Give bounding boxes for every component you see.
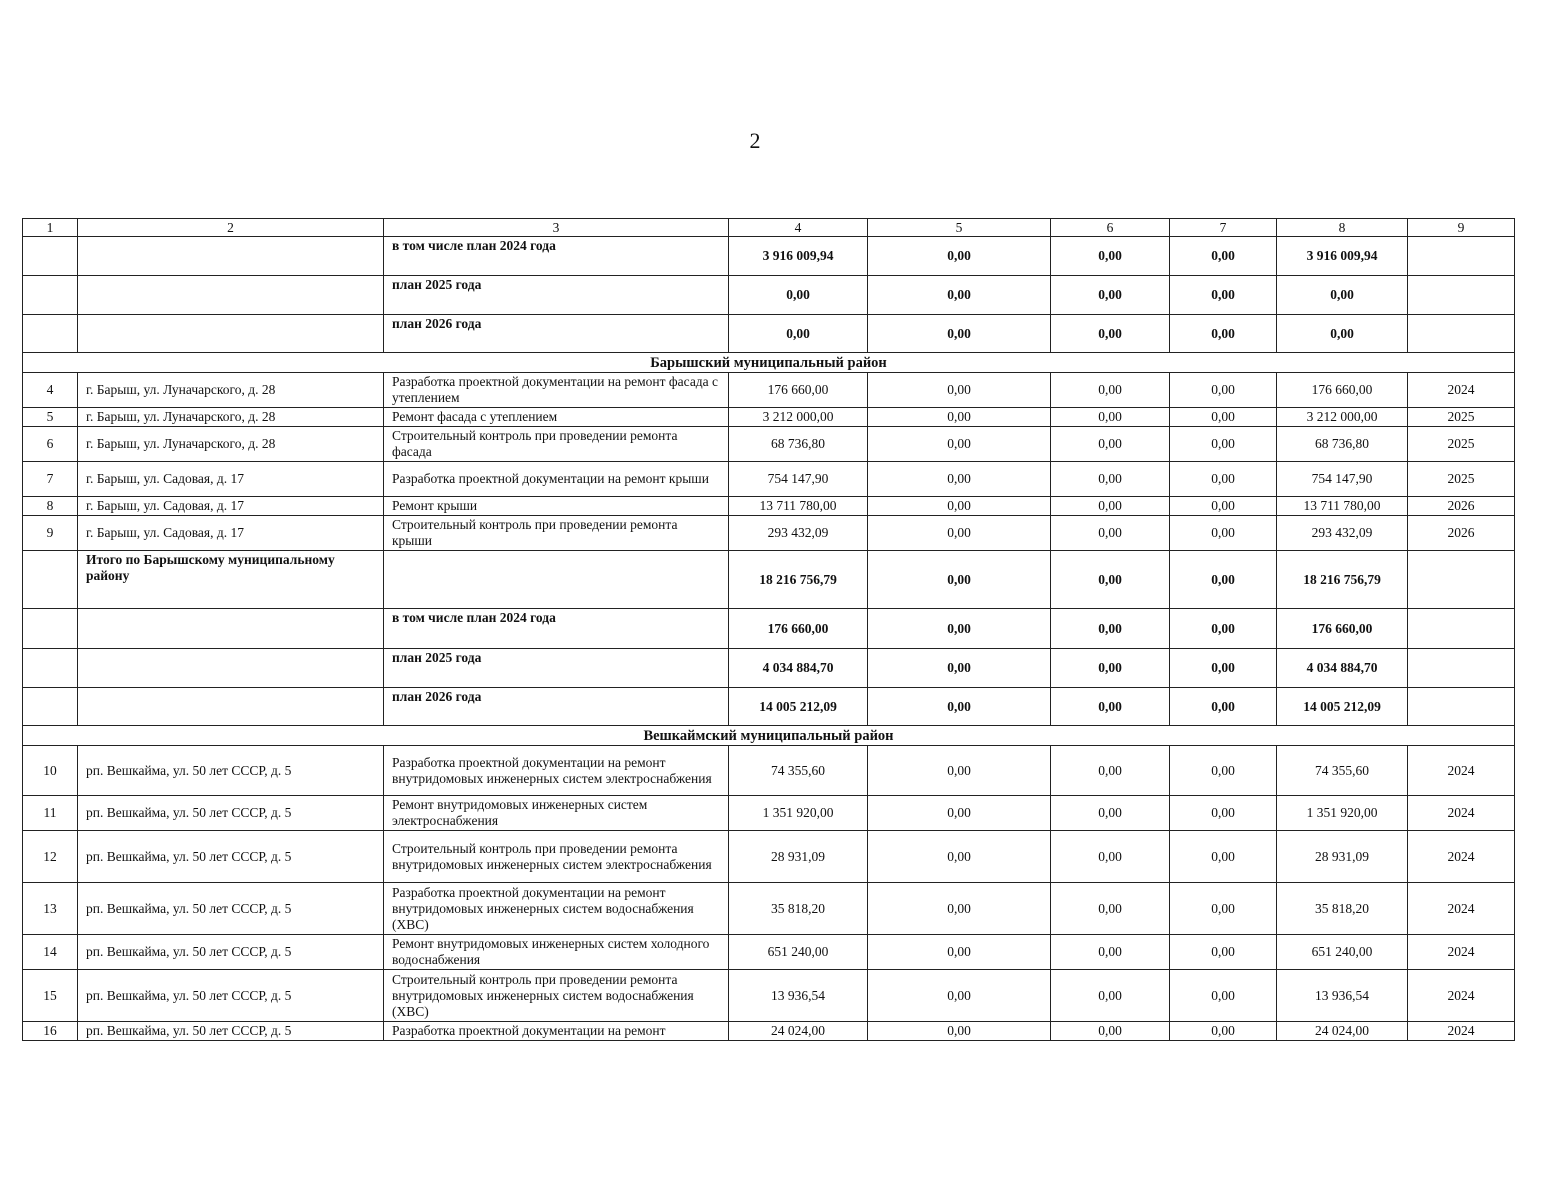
plan-year-row xyxy=(23,237,1515,276)
address-cell: г. Барыш, ул. Луначарского, д. 28 xyxy=(78,408,384,427)
amount-cell: 0,00 xyxy=(1170,408,1277,427)
header-cell: 3 xyxy=(384,219,729,237)
amount-cell: 0,00 xyxy=(1170,609,1277,649)
amount-cell: 0,00 xyxy=(868,427,1051,462)
header-cell: 6 xyxy=(1051,219,1170,237)
amount-cell: 4 034 884,70 xyxy=(729,649,868,688)
amount-cell: 0,00 xyxy=(868,831,1051,883)
amount-cell: 0,00 xyxy=(1051,373,1170,408)
header-cell: 5 xyxy=(868,219,1051,237)
year-cell xyxy=(1408,551,1515,609)
plan-year-row xyxy=(23,688,1515,726)
amount-cell: 0,00 xyxy=(868,237,1051,276)
year-cell: 2024 xyxy=(1408,831,1515,883)
header-cell: 7 xyxy=(1170,219,1277,237)
plan-label: план 2026 года xyxy=(384,315,729,353)
table-row xyxy=(23,1022,1515,1041)
amount-cell: 3 916 009,94 xyxy=(729,237,868,276)
plan-year-row xyxy=(23,315,1515,353)
header-cell: 4 xyxy=(729,219,868,237)
district-header-row xyxy=(23,353,1515,373)
header-cell: 1 xyxy=(23,219,78,237)
plan-label: в том числе план 2024 года xyxy=(384,609,729,649)
amount-cell: 754 147,90 xyxy=(1277,462,1408,497)
amount-cell: 0,00 xyxy=(1051,796,1170,831)
address-cell: рп. Вешкайма, ул. 50 лет СССР, д. 5 xyxy=(78,746,384,796)
address-cell: г. Барыш, ул. Садовая, д. 17 xyxy=(78,462,384,497)
work-type-cell: Ремонт внутридомовых инженерных систем электроснабжения xyxy=(384,796,729,831)
amount-cell: 68 736,80 xyxy=(729,427,868,462)
plan-label: план 2025 года xyxy=(384,649,729,688)
year-cell: 2026 xyxy=(1408,516,1515,551)
row-number: 15 xyxy=(23,970,78,1022)
amount-cell: 3 212 000,00 xyxy=(1277,408,1408,427)
amount-cell: 0,00 xyxy=(868,796,1051,831)
row-number: 16 xyxy=(23,1022,78,1041)
amount-cell: 0,00 xyxy=(868,462,1051,497)
row-number: 10 xyxy=(23,746,78,796)
work-type-cell: Разработка проектной документации на ремонт внутридомовых инженерных систем водоснабжения (ХВС) xyxy=(384,883,729,935)
row-number: 7 xyxy=(23,462,78,497)
amount-cell: 0,00 xyxy=(1170,516,1277,551)
amount-cell: 0,00 xyxy=(1051,746,1170,796)
row-number: 11 xyxy=(23,796,78,831)
total-label: Итого по Барышскому муниципальному району xyxy=(78,551,384,609)
address-cell: рп. Вешкайма, ул. 50 лет СССР, д. 5 xyxy=(78,883,384,935)
amount-cell: 0,00 xyxy=(1051,462,1170,497)
year-cell xyxy=(1408,688,1515,726)
year-cell: 2025 xyxy=(1408,427,1515,462)
amount-cell: 0,00 xyxy=(1170,551,1277,609)
year-cell: 2024 xyxy=(1408,796,1515,831)
row-number xyxy=(23,551,78,609)
address-cell: рп. Вешкайма, ул. 50 лет СССР, д. 5 xyxy=(78,796,384,831)
row-number: 4 xyxy=(23,373,78,408)
amount-cell: 0,00 xyxy=(1051,551,1170,609)
address-cell: рп. Вешкайма, ул. 50 лет СССР, д. 5 xyxy=(78,1022,384,1041)
district-total-row xyxy=(23,551,1515,609)
amount-cell: 0,00 xyxy=(1277,276,1408,315)
page-number: 2 xyxy=(749,128,761,153)
work-type-cell: Разработка проектной документации на ремонт внутридомовых инженерных систем электроснабжения xyxy=(384,746,729,796)
year-cell: 2024 xyxy=(1408,970,1515,1022)
table-row xyxy=(23,462,1515,497)
work-type-cell: Ремонт крыши xyxy=(384,497,729,516)
table-row xyxy=(23,497,1515,516)
amount-cell: 0,00 xyxy=(1170,688,1277,726)
amount-cell: 0,00 xyxy=(1170,649,1277,688)
table-row xyxy=(23,408,1515,427)
row-number: 14 xyxy=(23,935,78,970)
amount-cell: 0,00 xyxy=(1170,237,1277,276)
plan-year-row xyxy=(23,276,1515,315)
empty-cell xyxy=(78,649,384,688)
amount-cell: 35 818,20 xyxy=(1277,883,1408,935)
header-cell: 8 xyxy=(1277,219,1408,237)
address-cell: г. Барыш, ул. Садовая, д. 17 xyxy=(78,516,384,551)
amount-cell: 0,00 xyxy=(868,970,1051,1022)
amount-cell: 0,00 xyxy=(1170,462,1277,497)
table-row xyxy=(23,883,1515,935)
amount-cell: 13 711 780,00 xyxy=(1277,497,1408,516)
amount-cell: 0,00 xyxy=(868,276,1051,315)
address-cell: г. Барыш, ул. Садовая, д. 17 xyxy=(78,497,384,516)
address-cell: г. Барыш, ул. Луначарского, д. 28 xyxy=(78,427,384,462)
year-cell xyxy=(1408,315,1515,353)
amount-cell: 28 931,09 xyxy=(729,831,868,883)
table-row xyxy=(23,746,1515,796)
amount-cell: 0,00 xyxy=(868,746,1051,796)
row-number xyxy=(23,609,78,649)
amount-cell: 0,00 xyxy=(1170,883,1277,935)
amount-cell: 1 351 920,00 xyxy=(729,796,868,831)
amount-cell: 0,00 xyxy=(868,883,1051,935)
row-number: 9 xyxy=(23,516,78,551)
year-cell xyxy=(1408,276,1515,315)
amount-cell: 0,00 xyxy=(1051,276,1170,315)
district-title: Вешкаймский муниципальный район xyxy=(23,726,1515,746)
amount-cell: 0,00 xyxy=(1051,970,1170,1022)
row-number xyxy=(23,276,78,315)
amount-cell: 0,00 xyxy=(1051,315,1170,353)
amount-cell: 176 660,00 xyxy=(1277,373,1408,408)
district-title: Барышский муниципальный район xyxy=(23,353,1515,373)
table-row xyxy=(23,970,1515,1022)
amount-cell: 0,00 xyxy=(1170,373,1277,408)
year-cell: 2024 xyxy=(1408,746,1515,796)
amount-cell: 3 916 009,94 xyxy=(1277,237,1408,276)
amount-cell: 13 936,54 xyxy=(729,970,868,1022)
column-number-row xyxy=(23,219,1515,237)
year-cell: 2024 xyxy=(1408,935,1515,970)
empty-cell xyxy=(78,315,384,353)
row-number: 6 xyxy=(23,427,78,462)
amount-cell: 0,00 xyxy=(868,935,1051,970)
amount-cell: 293 432,09 xyxy=(1277,516,1408,551)
row-number: 12 xyxy=(23,831,78,883)
amount-cell: 0,00 xyxy=(1051,609,1170,649)
year-cell: 2024 xyxy=(1408,1022,1515,1041)
table-row xyxy=(23,427,1515,462)
amount-cell: 35 818,20 xyxy=(729,883,868,935)
amount-cell: 0,00 xyxy=(1051,497,1170,516)
amount-cell: 0,00 xyxy=(1051,516,1170,551)
amount-cell: 0,00 xyxy=(1170,831,1277,883)
plan-label: план 2026 года xyxy=(384,688,729,726)
amount-cell: 0,00 xyxy=(1277,315,1408,353)
address-cell: рп. Вешкайма, ул. 50 лет СССР, д. 5 xyxy=(78,970,384,1022)
amount-cell: 13 711 780,00 xyxy=(729,497,868,516)
amount-cell: 74 355,60 xyxy=(729,746,868,796)
work-type-cell: Ремонт фасада с утеплением xyxy=(384,408,729,427)
amount-cell: 18 216 756,79 xyxy=(729,551,868,609)
amount-cell: 24 024,00 xyxy=(729,1022,868,1041)
address-cell: рп. Вешкайма, ул. 50 лет СССР, д. 5 xyxy=(78,831,384,883)
plan-year-row xyxy=(23,609,1515,649)
amount-cell: 0,00 xyxy=(1051,1022,1170,1041)
address-cell: рп. Вешкайма, ул. 50 лет СССР, д. 5 xyxy=(78,935,384,970)
amount-cell: 0,00 xyxy=(1051,408,1170,427)
table-row xyxy=(23,796,1515,831)
empty-cell xyxy=(78,276,384,315)
table-row xyxy=(23,935,1515,970)
work-type-cell: Строительный контроль при проведении ремонта внутридомовых инженерных систем водоснабжения (ХВС) xyxy=(384,970,729,1022)
amount-cell: 24 024,00 xyxy=(1277,1022,1408,1041)
amount-cell: 68 736,80 xyxy=(1277,427,1408,462)
amount-cell: 176 660,00 xyxy=(1277,609,1408,649)
table-row xyxy=(23,373,1515,408)
amount-cell: 0,00 xyxy=(1170,497,1277,516)
amount-cell: 18 216 756,79 xyxy=(1277,551,1408,609)
empty-cell xyxy=(384,551,729,609)
year-cell: 2024 xyxy=(1408,883,1515,935)
amount-cell: 0,00 xyxy=(868,516,1051,551)
amount-cell: 293 432,09 xyxy=(729,516,868,551)
amount-cell: 176 660,00 xyxy=(729,609,868,649)
amount-cell: 13 936,54 xyxy=(1277,970,1408,1022)
amount-cell: 651 240,00 xyxy=(1277,935,1408,970)
year-cell xyxy=(1408,609,1515,649)
amount-cell: 0,00 xyxy=(868,688,1051,726)
amount-cell: 0,00 xyxy=(1051,831,1170,883)
amount-cell: 14 005 212,09 xyxy=(1277,688,1408,726)
work-type-cell: Строительный контроль при проведении ремонта внутридомовых инженерных систем электроснабжения xyxy=(384,831,729,883)
amount-cell: 0,00 xyxy=(1170,970,1277,1022)
address-cell: г. Барыш, ул. Луначарского, д. 28 xyxy=(78,373,384,408)
amount-cell: 0,00 xyxy=(1051,649,1170,688)
amount-cell: 0,00 xyxy=(868,649,1051,688)
empty-cell xyxy=(78,688,384,726)
amount-cell: 0,00 xyxy=(868,497,1051,516)
row-number xyxy=(23,237,78,276)
header-cell: 2 xyxy=(78,219,384,237)
repair-program-table xyxy=(22,218,1515,1041)
year-cell xyxy=(1408,649,1515,688)
amount-cell: 0,00 xyxy=(1051,688,1170,726)
amount-cell: 0,00 xyxy=(729,276,868,315)
plan-label: план 2025 года xyxy=(384,276,729,315)
row-number: 8 xyxy=(23,497,78,516)
empty-cell xyxy=(78,609,384,649)
year-cell: 2025 xyxy=(1408,462,1515,497)
plan-year-row xyxy=(23,649,1515,688)
amount-cell: 0,00 xyxy=(1170,746,1277,796)
amount-cell: 0,00 xyxy=(1170,935,1277,970)
amount-cell: 0,00 xyxy=(1170,427,1277,462)
work-type-cell: Строительный контроль при проведении ремонта крыши xyxy=(384,516,729,551)
year-cell: 2026 xyxy=(1408,497,1515,516)
amount-cell: 0,00 xyxy=(868,1022,1051,1041)
year-cell: 2025 xyxy=(1408,408,1515,427)
amount-cell: 28 931,09 xyxy=(1277,831,1408,883)
amount-cell: 0,00 xyxy=(1051,237,1170,276)
amount-cell: 0,00 xyxy=(1051,935,1170,970)
amount-cell: 1 351 920,00 xyxy=(1277,796,1408,831)
amount-cell: 0,00 xyxy=(1170,796,1277,831)
row-number xyxy=(23,649,78,688)
amount-cell: 0,00 xyxy=(729,315,868,353)
work-type-cell: Разработка проектной документации на ремонт фасада с утеплением xyxy=(384,373,729,408)
amount-cell: 3 212 000,00 xyxy=(729,408,868,427)
row-number xyxy=(23,688,78,726)
amount-cell: 651 240,00 xyxy=(729,935,868,970)
row-number: 5 xyxy=(23,408,78,427)
year-cell: 2024 xyxy=(1408,373,1515,408)
amount-cell: 0,00 xyxy=(868,315,1051,353)
header-cell: 9 xyxy=(1408,219,1515,237)
amount-cell: 4 034 884,70 xyxy=(1277,649,1408,688)
amount-cell: 0,00 xyxy=(868,373,1051,408)
work-type-cell: Разработка проектной документации на ремонт крыши xyxy=(384,462,729,497)
row-number: 13 xyxy=(23,883,78,935)
amount-cell: 74 355,60 xyxy=(1277,746,1408,796)
row-number xyxy=(23,315,78,353)
amount-cell: 0,00 xyxy=(868,551,1051,609)
amount-cell: 0,00 xyxy=(868,408,1051,427)
district-header-row xyxy=(23,726,1515,746)
table-row xyxy=(23,516,1515,551)
amount-cell: 14 005 212,09 xyxy=(729,688,868,726)
amount-cell: 754 147,90 xyxy=(729,462,868,497)
amount-cell: 0,00 xyxy=(1170,315,1277,353)
plan-label: в том числе план 2024 года xyxy=(384,237,729,276)
work-type-cell: Ремонт внутридомовых инженерных систем холодного водоснабжения xyxy=(384,935,729,970)
amount-cell: 176 660,00 xyxy=(729,373,868,408)
amount-cell: 0,00 xyxy=(868,609,1051,649)
amount-cell: 0,00 xyxy=(1051,883,1170,935)
table-row xyxy=(23,831,1515,883)
amount-cell: 0,00 xyxy=(1170,1022,1277,1041)
work-type-cell: Строительный контроль при проведении ремонта фасада xyxy=(384,427,729,462)
amount-cell: 0,00 xyxy=(1051,427,1170,462)
empty-cell xyxy=(78,237,384,276)
work-type-cell: Разработка проектной документации на ремонт xyxy=(384,1022,729,1041)
year-cell xyxy=(1408,237,1515,276)
amount-cell: 0,00 xyxy=(1170,276,1277,315)
